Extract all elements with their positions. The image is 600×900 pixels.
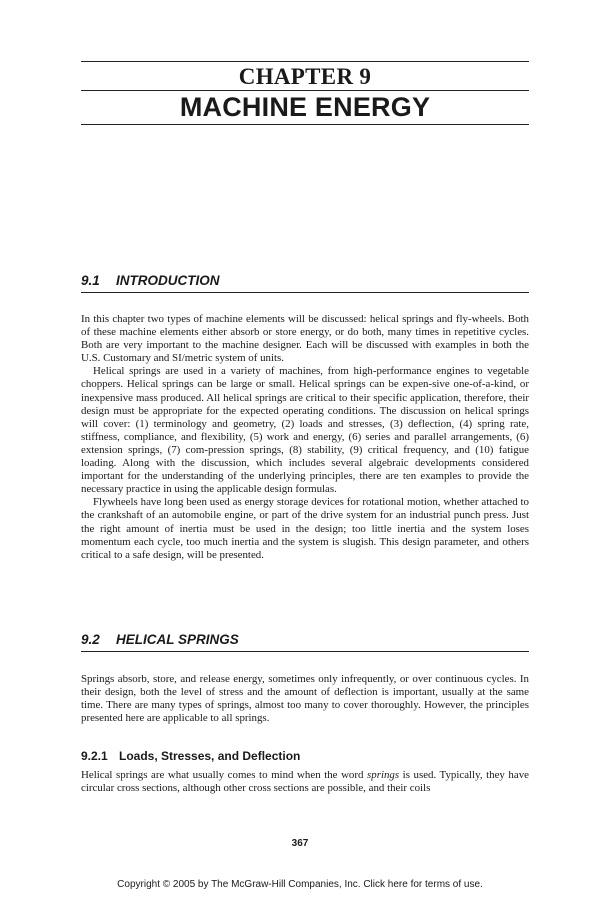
chapter-bottom-rule xyxy=(81,124,529,125)
section-number: 9.2 xyxy=(81,632,100,647)
paragraph: Springs absorb, store, and release energy, sometimes only infrequently, or over continuous cycles. In their design, both the level of stress and the amount of deflection is important, usually at the same time. There are many types of springs, almost too many to cover thoroughly. However, the principles presented here are applicable to all springs. xyxy=(81,673,529,725)
helical-springs-body xyxy=(81,673,529,725)
text-run: Helical springs are what usually comes to mind when the word xyxy=(81,769,368,781)
copyright-link[interactable]: Copyright © 2005 by The McGraw-Hill Companies, Inc. Click here for terms of use. xyxy=(117,879,483,890)
text-run: is used. Typically, they have circular cross sections, although other cross sections are possible, and their coils xyxy=(81,769,529,795)
loads-body xyxy=(81,769,529,795)
page-number: 367 xyxy=(291,838,309,849)
paragraph: In this chapter two types of machine elements will be discussed: helical springs and fly-wheels. Both of these machine elements either absorb or store energy, or do both, many times in repetitive cycles. Both are very important to the machine designer. Each will be discussed with examples in both the U.S. Customary and SI/metric system of units. xyxy=(81,313,529,365)
chapter-top-rule xyxy=(81,61,529,62)
section-title: HELICAL SPRINGS xyxy=(116,632,239,647)
section-number: 9.1 xyxy=(81,273,100,288)
chapter-label: CHAPTER 9 xyxy=(238,64,372,89)
section-rule xyxy=(81,292,529,293)
emphasis-springs: springs xyxy=(367,769,400,781)
chapter-title: MACHINE ENERGY xyxy=(179,92,431,122)
subsection-title: Loads, Stresses, and Deflection xyxy=(119,749,301,763)
section-rule xyxy=(81,651,529,652)
paragraph xyxy=(81,769,529,795)
introduction-body xyxy=(81,313,529,562)
subsection-heading-loads xyxy=(81,749,529,763)
paragraph: Flywheels have long been used as energy storage devices for rotational motion, whether attached to the crankshaft of an automobile engine, or part of the drive system for an industrial punch press. Just the right amount of inertia must be used in the design; too little inertia and the system loses momentum each cycle, too much inertia and the system is slugish. This design parameter, and others critical to a safe design, will be presented. xyxy=(81,496,529,561)
subsection-number: 9.2.1 xyxy=(81,749,108,763)
section-title: INTRODUCTION xyxy=(116,273,220,288)
section-heading-helical-springs xyxy=(81,632,529,647)
chapter-middle-rule xyxy=(81,90,529,91)
section-heading-introduction xyxy=(81,273,529,288)
paragraph: Helical springs are used in a variety of machines, from high-performance engines to vegetable choppers. Helical springs can be large or small. Helical springs can be expen-sive one-of-a-kind, or inexpensive mass produced. All helical springs are critical to their specific application, therefore, their design must be appropriate for the expected operating conditions. The discussion on helical springs will cover: (1) terminology and geometry, (2) loads and stresses, (3) deflection, (4) spring rate, stiffness, compliance, and flexibility, (5) work and energy, (6) series and parallel arrangements, (6) extension springs, (7) com-pression springs, (8) stability, (9) critical frequency, and (10) fatigue loading. Along with the discussion, which includes several algebraic developments considered important for the understanding of the underlying principles, there are ten examples to provide the necessary practice in using the applicable design formulas. xyxy=(81,365,529,496)
